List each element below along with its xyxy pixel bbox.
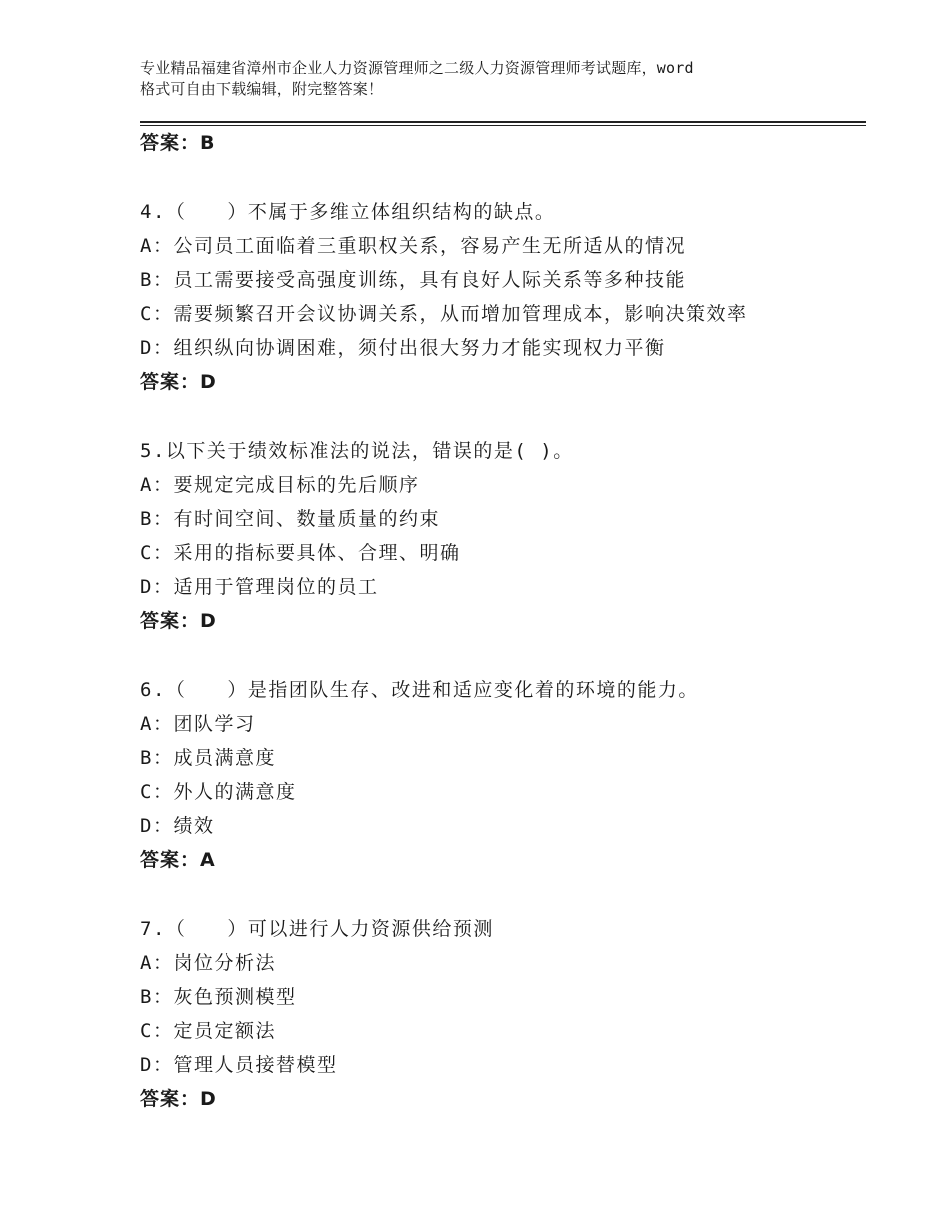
- question-5-option-c: C：采用的指标要具体、合理、明确: [140, 542, 461, 564]
- header-divider-thick: [140, 121, 866, 123]
- question-7-stem: 7.（ ）可以进行人力资源供给预测: [140, 918, 494, 940]
- question-7-answer: 答案：D: [140, 1088, 217, 1110]
- question-5-option-b: B：有时间空间、数量质量的约束: [140, 508, 440, 530]
- question-4-option-c: C：需要频繁召开会议协调关系，从而增加管理成本，影响决策效率: [140, 303, 748, 325]
- header-line-1: 专业精品福建省漳州市企业人力资源管理师之二级人力资源管理师考试题库，word: [140, 59, 694, 77]
- question-4-stem: 4.（ ）不属于多维立体组织结构的缺点。: [140, 201, 556, 223]
- question-4-option-d: D：组织纵向协调困难，须付出很大努力才能实现权力平衡: [140, 337, 666, 359]
- question-6-option-d: D：绩效: [140, 815, 215, 837]
- question-5-answer: 答案：D: [140, 610, 217, 632]
- question-6-answer: 答案：A: [140, 849, 216, 871]
- question-5-option-d: D：适用于管理岗位的员工: [140, 576, 379, 598]
- question-7-option-b: B：灰色预测模型: [140, 986, 297, 1008]
- question-5-stem: 5.以下关于绩效标准法的说法，错误的是( )。: [140, 440, 574, 462]
- header-divider-thin: [140, 125, 866, 126]
- question-7-option-a: A：岗位分析法: [140, 952, 276, 974]
- question-7-option-d: D：管理人员接替模型: [140, 1054, 338, 1076]
- question-7-option-c: C：定员定额法: [140, 1020, 276, 1042]
- question-4-option-a: A：公司员工面临着三重职权关系，容易产生无所适从的情况: [140, 235, 686, 257]
- question-6-option-a: A：团队学习: [140, 713, 256, 735]
- question-6-option-b: B：成员满意度: [140, 747, 276, 769]
- question-4-answer: 答案：D: [140, 371, 217, 393]
- document-header: [140, 58, 840, 100]
- question-6-stem: 6.（ ）是指团队生存、改进和适应变化着的环境的能力。: [140, 679, 699, 701]
- header-line-2: 格式可自由下载编辑，附完整答案！: [140, 80, 384, 98]
- question-5-option-a: A：要规定完成目标的先后顺序: [140, 474, 420, 496]
- question-4-option-b: B：员工需要接受高强度训练，具有良好人际关系等多种技能: [140, 269, 686, 291]
- answer-q3: 答案：B: [140, 132, 216, 154]
- question-6-option-c: C：外人的满意度: [140, 781, 297, 803]
